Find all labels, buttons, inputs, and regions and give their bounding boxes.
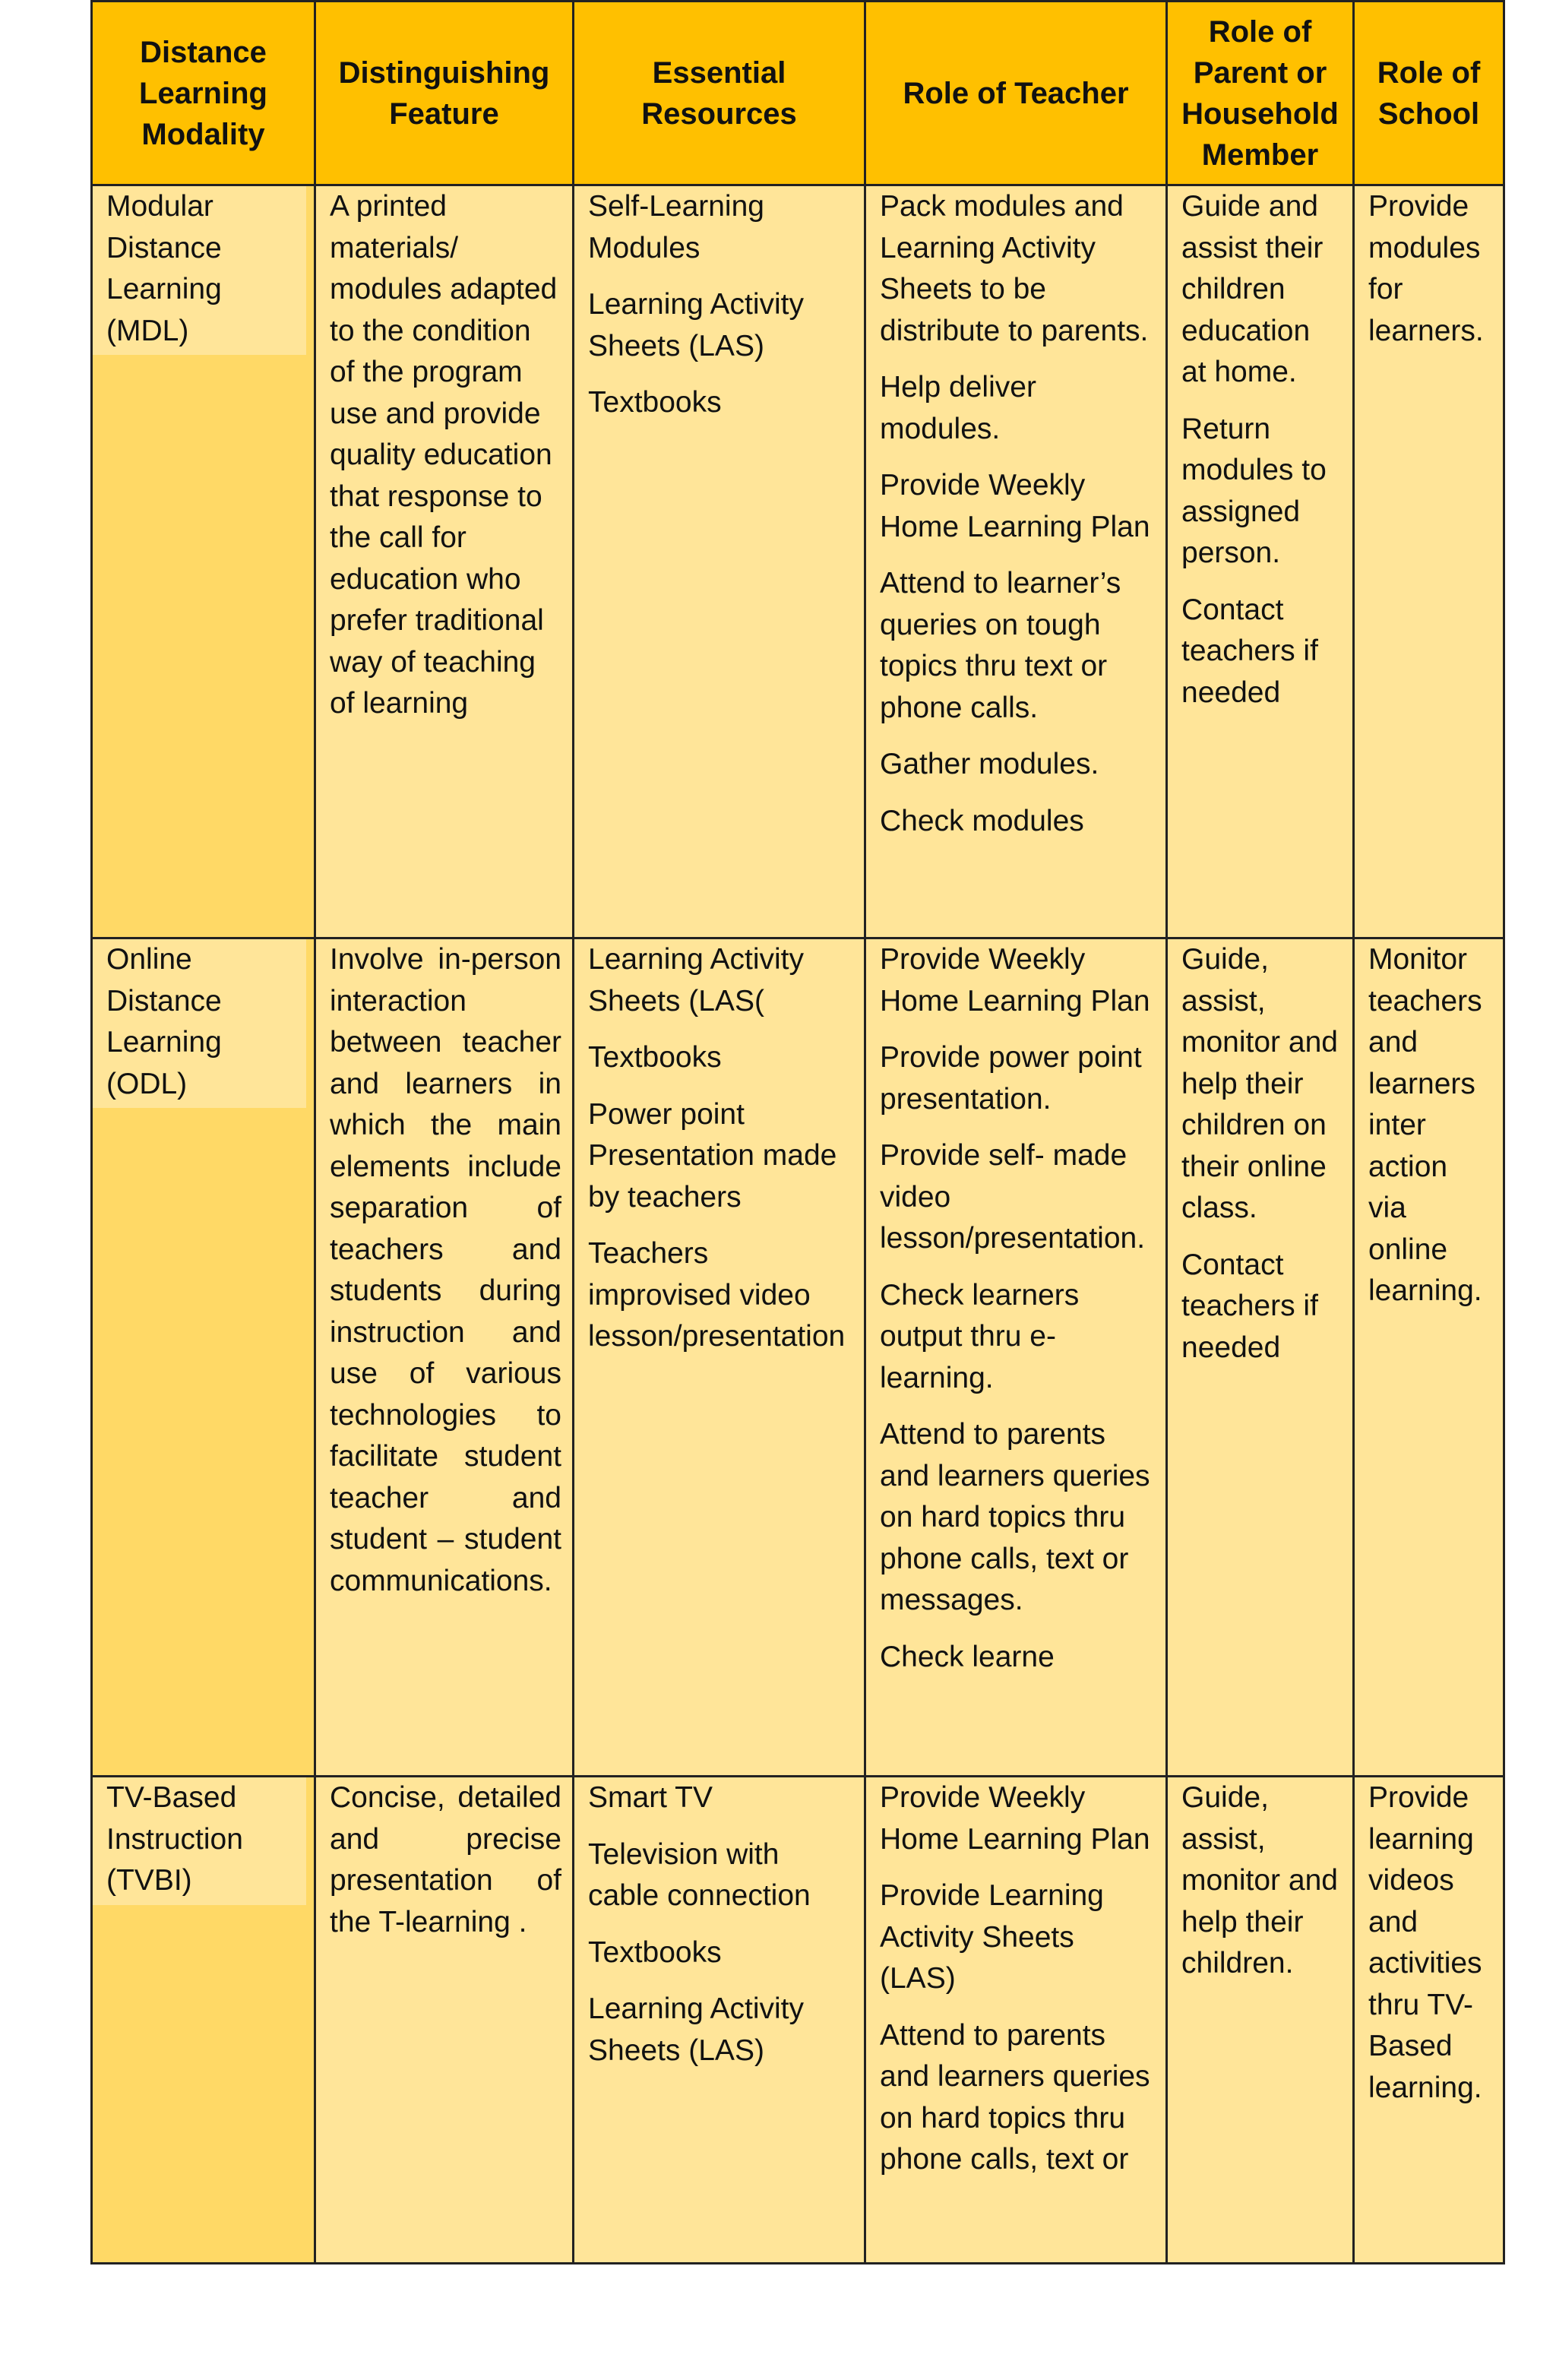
school-role-item: Monitor teachers and learners inter action via online learning. — [1368, 943, 1482, 1307]
header-modality: Distance Learning Modality — [92, 2, 315, 185]
parent-role-item: Guide, assist, monitor and help their children on their online class. — [1181, 943, 1338, 1224]
parent-role-item: Contact teachers if needed — [1181, 593, 1318, 709]
teacher-role-item: Check modules — [880, 804, 1084, 837]
teacher-role-item: Attend to learner’s queries on tough topics thru text or phone calls. — [880, 567, 1121, 724]
resource-item: Teachers improvised video lesson/presentation — [588, 1237, 846, 1353]
table-row-tvbi — [92, 1777, 1504, 2264]
teacher-role-cell — [865, 1777, 1167, 2264]
resource-item: Textbooks — [588, 1935, 722, 1969]
header-school: Role of School — [1354, 2, 1504, 185]
resources-cell — [574, 1777, 865, 2264]
modality-label: Modular Distance Learning (MDL) — [93, 186, 306, 355]
parent-role-item: Guide and assist their children education at home. — [1181, 190, 1324, 388]
teacher-role-item: Provide Weekly Home Learning Plan — [880, 469, 1150, 543]
teacher-role-cell — [865, 185, 1167, 938]
table-row-mdl — [92, 185, 1504, 938]
resource-item: Television with cable connection — [588, 1837, 811, 1912]
teacher-role-item: Attend to parents and learners queries on hard topics thru phone calls, text or messages. — [880, 1418, 1150, 1616]
parent-role-item: Guide, assist, monitor and help their children. — [1181, 1781, 1338, 1980]
resources-cell — [574, 938, 865, 1777]
school-role-cell — [1354, 185, 1504, 938]
teacher-role-item: Provide Weekly Home Learning Plan — [880, 1781, 1150, 1856]
feature-cell — [315, 938, 574, 1777]
teacher-role-item: Attend to parents and learners queries on hard topics thru phone calls, text or — [880, 2018, 1150, 2176]
modality-label: Online Distance Learning (ODL) — [93, 939, 306, 1108]
school-role-cell — [1354, 938, 1504, 1777]
feature-text: Involve in-person interaction between teacher and learners in which the main elements include separation of teachers and students during instruction and use of various technologies to facilitate student teacher and student – student communications. — [330, 943, 561, 1597]
school-role-cell — [1354, 1777, 1504, 2264]
parent-role-cell — [1167, 185, 1354, 938]
teacher-role-item: Check learners output thru e-learning. — [880, 1278, 1080, 1394]
modality-cell — [92, 185, 315, 938]
resources-cell — [574, 185, 865, 938]
modality-cell — [92, 938, 315, 1777]
resource-item: Power point Presentation made by teachers — [588, 1097, 837, 1214]
feature-text: Concise, detailed and precise presentation of the T-learning . — [330, 1781, 561, 1938]
distance-learning-table — [90, 0, 1505, 2264]
school-role-item: Provide learning videos and activities thru TV-Based learning. — [1368, 1781, 1482, 2104]
header-teacher: Role of Teacher — [865, 2, 1167, 185]
feature-cell — [315, 1777, 574, 2264]
teacher-role-cell — [865, 938, 1167, 1777]
parent-role-item: Contact teachers if needed — [1181, 1248, 1318, 1364]
parent-role-cell — [1167, 938, 1354, 1777]
table-row-odl — [92, 938, 1504, 1777]
resource-item: Textbooks — [588, 1041, 722, 1074]
header-parent: Role of Parent or Household Member — [1167, 2, 1354, 185]
resource-item: Smart TV — [588, 1781, 713, 1814]
parent-role-cell — [1167, 1777, 1354, 2264]
resource-item: Textbooks — [588, 386, 722, 419]
resource-item: Learning Activity Sheets (LAS( — [588, 943, 804, 1018]
school-role-item: Provide modules for learners. — [1368, 190, 1484, 347]
teacher-role-item: Gather modules. — [880, 748, 1099, 780]
resource-item: Self-Learning Modules — [588, 190, 764, 264]
feature-text: A printed materials/ modules adapted to the condition of the program use and provide quality education that response to the call for education who prefer traditional way of teaching of learning — [330, 190, 558, 720]
teacher-role-item: Provide Weekly Home Learning Plan — [880, 943, 1150, 1018]
modality-cell — [92, 1777, 315, 2264]
teacher-role-item: Check learne — [880, 1640, 1055, 1673]
modality-label: TV-Based Instruction (TVBI) — [93, 1777, 306, 1905]
feature-cell — [315, 185, 574, 938]
header-row — [92, 2, 1504, 185]
resource-item: Learning Activity Sheets (LAS) — [588, 1992, 804, 2067]
teacher-role-item: Pack modules and Learning Activity Sheets to be distribute to parents. — [880, 190, 1149, 347]
teacher-role-item: Provide self- made video lesson/presentation. — [880, 1139, 1146, 1255]
header-resources: Essential Resources — [574, 2, 865, 185]
resource-item: Learning Activity Sheets (LAS) — [588, 288, 804, 362]
parent-role-item: Return modules to assigned person. — [1181, 412, 1327, 569]
teacher-role-item: Help deliver modules. — [880, 371, 1036, 445]
header-feature: Distinguishing Feature — [315, 2, 574, 185]
teacher-role-item: Provide power point presentation. — [880, 1041, 1142, 1116]
teacher-role-item: Provide Learning Activity Sheets (LAS) — [880, 1879, 1104, 1995]
